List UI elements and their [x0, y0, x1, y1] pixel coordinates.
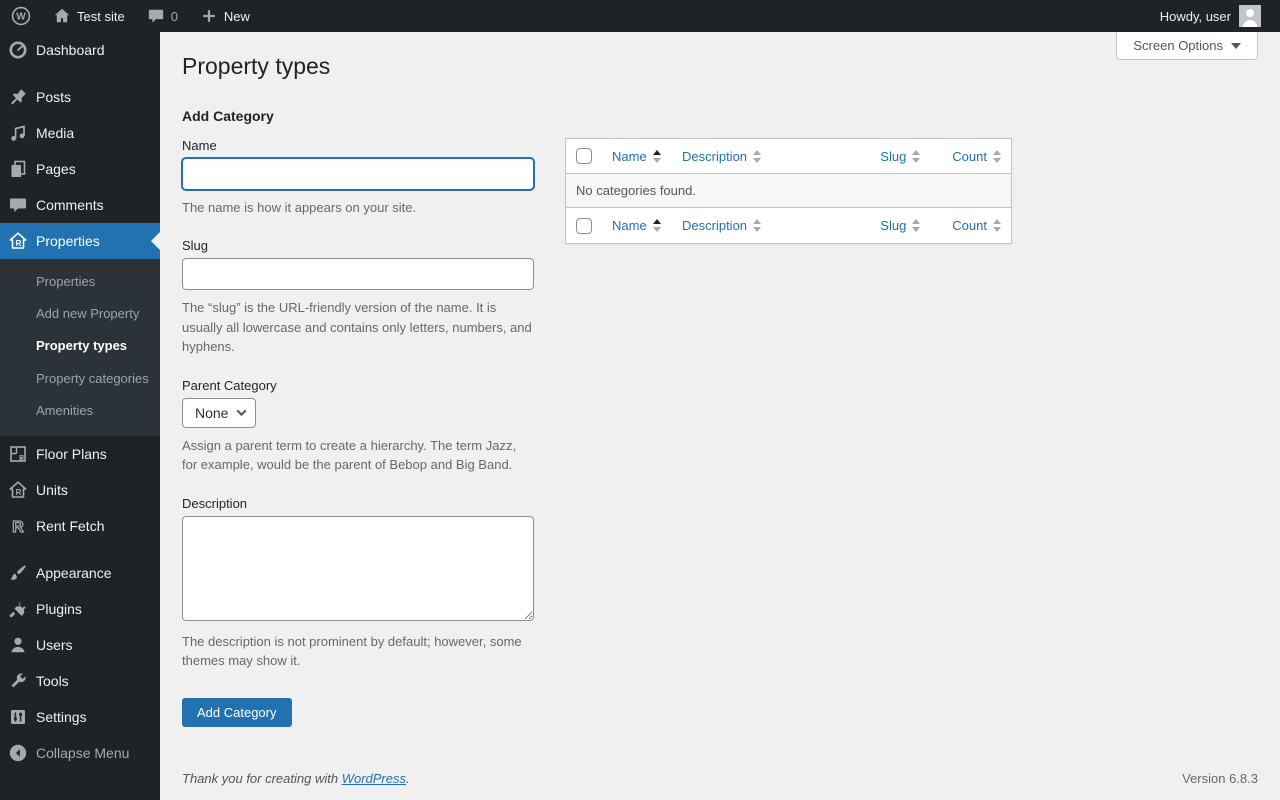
sidebar-item-label: Comments — [36, 197, 104, 213]
sidebar-item-label: Settings — [36, 708, 87, 725]
submenu-item-property-categories[interactable]: Property categories — [36, 370, 149, 386]
description-label: Description — [182, 495, 248, 511]
brush-icon — [8, 563, 28, 583]
sort-arrows-icon — [912, 150, 920, 163]
svg-text:R: R — [19, 454, 25, 462]
admin-footer — [182, 751, 1258, 800]
sort-by-slug-link[interactable] — [880, 149, 920, 164]
svg-text:W: W — [16, 11, 26, 23]
plus-icon — [200, 7, 218, 25]
howdy-label: Howdy, user — [1159, 8, 1231, 24]
description-textarea[interactable] — [182, 516, 534, 621]
name-help-text: The name is how it appears on your site. — [182, 199, 417, 215]
sort-by-count-link[interactable] — [952, 149, 1001, 164]
menu-separator — [0, 544, 160, 555]
terms-table-container — [565, 138, 1012, 244]
sidebar-item-label: Rent Fetch — [36, 517, 105, 534]
settings-sliders-icon — [8, 707, 28, 727]
submenu-item-properties[interactable]: Properties — [36, 274, 96, 289]
sidebar-item-label: Properties — [36, 233, 100, 249]
column-header-slug: Slug — [880, 148, 907, 164]
sidebar-item-label: Posts — [36, 89, 72, 105]
units-house-icon — [8, 480, 28, 500]
select-all-checkbox[interactable] — [576, 148, 592, 164]
sidebar-item-label: Media — [36, 125, 75, 141]
column-header-slug: Slug — [880, 218, 907, 234]
floor-plans-icon — [8, 444, 28, 464]
sort-arrows-icon — [993, 219, 1001, 232]
sort-arrows-icon — [653, 150, 661, 163]
slug-label: Slug — [182, 238, 209, 254]
sidebar-item-settings[interactable] — [0, 699, 160, 735]
media-icon — [8, 123, 28, 143]
sidebar-item-rent-fetch[interactable] — [0, 508, 160, 544]
sidebar-item-label: Users — [36, 636, 73, 653]
column-header-name: Name — [612, 148, 647, 164]
sidebar-item-label: Appearance — [36, 564, 112, 581]
dashboard-icon — [8, 40, 28, 60]
sort-by-description-link[interactable] — [682, 218, 761, 233]
add-category-heading: Add Category — [182, 107, 274, 124]
pages-icon — [8, 159, 28, 179]
add-category-form — [182, 138, 534, 727]
rent-fetch-r-icon — [8, 516, 28, 536]
submenu-item-add-new-property[interactable]: Add new Property — [36, 306, 140, 322]
home-icon — [53, 7, 71, 25]
admin-bar — [0, 0, 1280, 32]
site-name-link[interactable] — [42, 0, 136, 32]
sidebar-item-label: Dashboard — [36, 42, 105, 58]
collapse-menu-button[interactable] — [0, 735, 160, 771]
slug-input[interactable] — [182, 258, 534, 290]
svg-text:R: R — [12, 518, 24, 536]
parent-category-value: None — [195, 404, 229, 421]
sort-by-slug-link[interactable] — [880, 218, 920, 233]
name-label: Name — [182, 137, 217, 153]
slug-help-text: The “slug” is the URL-friendly version of the name. It is usually all lowercase and contains only letters, numbers, and hyphens. — [182, 300, 532, 355]
sidebar-item-comments[interactable] — [0, 187, 160, 223]
sort-by-count-link[interactable] — [952, 218, 1001, 233]
empty-state-row — [566, 174, 1012, 208]
avatar — [1239, 5, 1261, 27]
plugin-icon — [8, 599, 28, 619]
my-account-menu[interactable] — [1149, 0, 1272, 32]
empty-state-text: No categories found. — [566, 174, 1012, 208]
column-header-description: Description — [682, 148, 748, 164]
sort-by-description-link[interactable] — [682, 149, 761, 164]
pushpin-icon — [8, 87, 28, 107]
column-header-count: Count — [952, 218, 987, 234]
sidebar-item-label: Plugins — [36, 600, 82, 617]
menu-separator — [0, 68, 160, 79]
new-content-menu[interactable] — [189, 0, 261, 32]
column-header-count: Count — [952, 148, 987, 164]
screen-options-label: Screen Options — [1133, 38, 1223, 53]
wrench-icon — [8, 671, 28, 691]
site-name-label: Test site — [77, 8, 125, 24]
terms-table — [565, 138, 1012, 244]
chevron-down-icon — [1231, 43, 1241, 49]
submenu-item-amenities[interactable]: Amenities — [36, 402, 94, 418]
collapse-menu-label: Collapse Menu — [36, 744, 130, 761]
add-category-button[interactable]: Add Category — [182, 698, 292, 727]
sort-by-name-link[interactable] — [612, 149, 661, 164]
admin-sidebar — [0, 32, 160, 800]
footer-thanks-suffix: . — [406, 771, 410, 786]
sort-arrows-icon — [753, 150, 761, 163]
sort-arrows-icon — [653, 219, 661, 232]
description-help-text: The description is not prominent by default; however, some themes may show it. — [182, 633, 522, 669]
sidebar-item-pages[interactable] — [0, 151, 160, 187]
properties-submenu — [0, 259, 160, 436]
footer-thanks-text: Thank you for creating with — [182, 771, 339, 786]
sort-arrows-icon — [753, 219, 761, 232]
svg-text:R: R — [15, 239, 22, 249]
sidebar-item-label: Pages — [36, 161, 76, 177]
new-label: New — [223, 8, 250, 24]
parent-category-help-text: Assign a parent term to create a hierarchy. The term Jazz, for example, would be the parent of Bebop and Big Band. — [182, 437, 517, 473]
sidebar-item-label: Floor Plans — [36, 445, 107, 462]
screen-options-button[interactable] — [1116, 32, 1258, 60]
wordpress-link[interactable]: WordPress — [341, 771, 406, 786]
wordpress-logo-menu[interactable] — [0, 0, 42, 32]
sidebar-item-appearance[interactable] — [0, 555, 160, 591]
collapse-arrow-icon — [8, 743, 28, 763]
sidebar-item-label: Units — [36, 481, 68, 498]
svg-text:R: R — [15, 488, 22, 498]
properties-house-icon — [8, 231, 28, 251]
sidebar-item-tools[interactable] — [0, 663, 160, 699]
sidebar-item-units[interactable] — [0, 472, 160, 508]
submenu-item-property-types[interactable]: Property types — [36, 338, 128, 354]
sidebar-item-properties[interactable] — [0, 223, 160, 259]
user-icon — [8, 635, 28, 655]
comment-bubble-icon — [147, 7, 165, 25]
column-header-name: Name — [612, 218, 647, 234]
column-header-description: Description — [682, 218, 748, 234]
parent-category-select[interactable] — [182, 398, 256, 428]
comments-icon — [8, 195, 28, 215]
version-label: Version 6.8.3 — [1182, 771, 1258, 786]
comment-count: 0 — [170, 8, 178, 24]
parent-category-label: Parent Category — [182, 377, 277, 393]
sidebar-item-floor-plans[interactable] — [0, 436, 160, 472]
comments-admin-bar-link[interactable] — [136, 0, 189, 32]
select-all-checkbox[interactable] — [576, 218, 592, 234]
content-area — [160, 0, 1280, 800]
sort-by-name-link[interactable] — [612, 218, 661, 233]
page-title: Property types — [182, 53, 331, 79]
sort-arrows-icon — [993, 150, 1001, 163]
name-input[interactable] — [182, 158, 534, 190]
sidebar-item-label: Tools — [36, 672, 69, 689]
footer-thanks — [182, 771, 410, 786]
sort-arrows-icon — [912, 219, 920, 232]
sidebar-item-dashboard[interactable] — [0, 32, 160, 68]
table-header-row — [566, 138, 1012, 174]
sidebar-item-users[interactable] — [0, 627, 160, 663]
wordpress-logo-icon — [11, 6, 31, 26]
table-footer-row — [566, 208, 1012, 244]
chevron-down-icon — [237, 407, 247, 417]
sidebar-item-media[interactable] — [0, 115, 160, 151]
sidebar-item-posts[interactable] — [0, 79, 160, 115]
sidebar-item-plugins[interactable] — [0, 591, 160, 627]
